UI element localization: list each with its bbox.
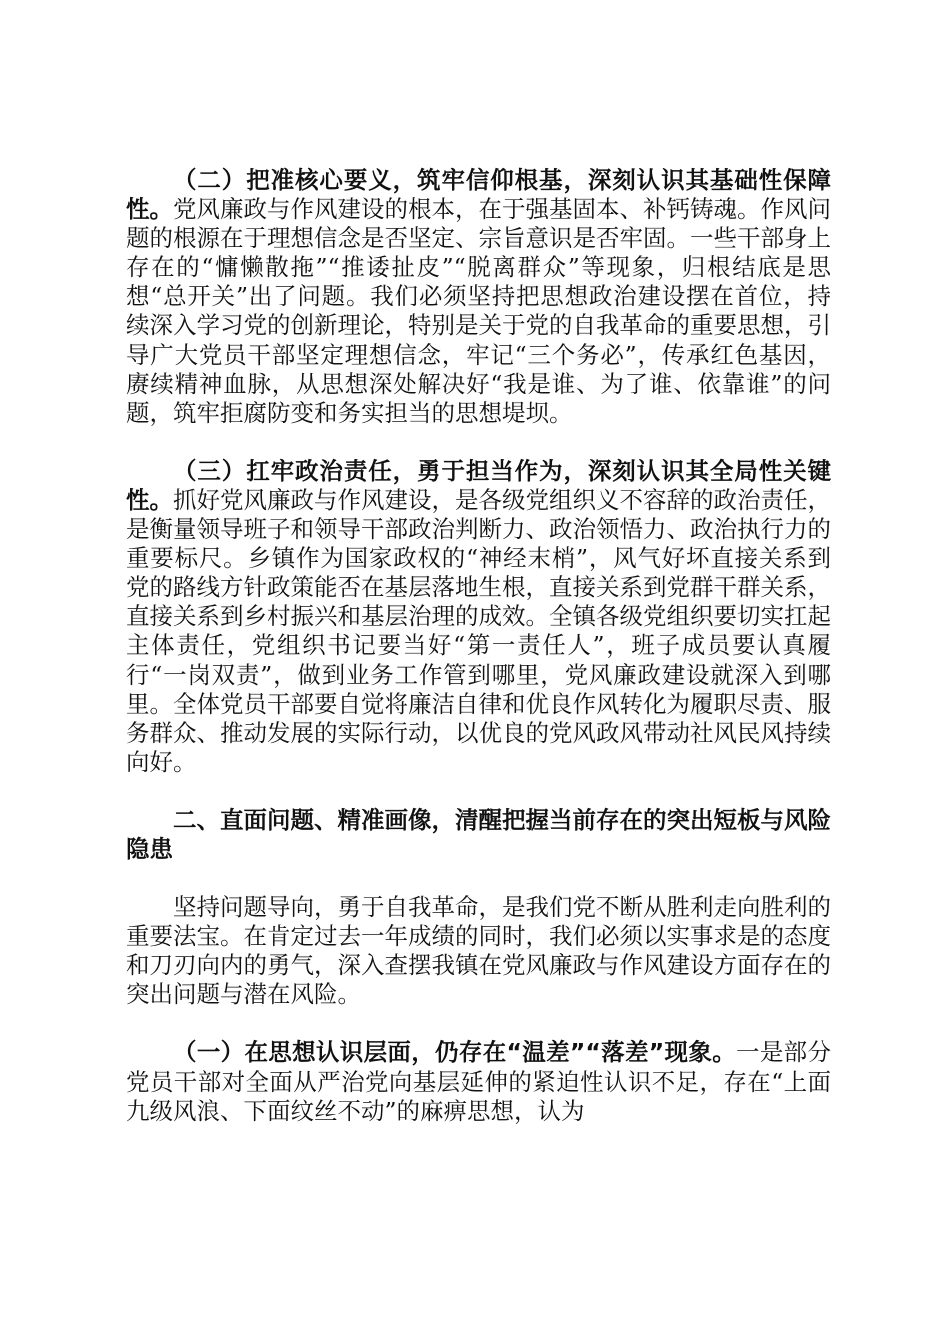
section-2-lead: （二）把准核心要义，筑牢信仰根基，深刻认识其基础性保障性。 (126, 166, 831, 224)
part-2-intro: 坚持问题导向，勇于自我革命，是我们党不断从胜利走向胜利的重要法宝。在肯定过去一年成绩的同时，我们必须以实事求是的态度和刀刃向内的勇气，深入查摆我镇在党风廉政与作风建设方面存在的突出问题与潜在风险。 (126, 893, 831, 1009)
section-3-body: 抓好党风廉政与作风建设，是各级党组织义不容辞的政治责任，是衡量领导班子和领导干部政治判断力、政治领悟力、政治执行力的重要标尺。乡镇作为国家政权的“神经末梢”，风气好坏直接关系到党的路线方针政策能否在基层落地生根，直接关系到党群干群关系，直接关系到乡村振兴和基层治理的成效。全镇各级党组织要切实扛起主体责任，党组织书记要当好“第一责任人”，班子成员要认真履行“一岗双责”，做到业务工作管到哪里，党风廉政建设就深入到哪里。全体党员干部要自觉将廉洁自律和优良作风转化为履职尽责、服务群众、推动发展的实际行动，以优良的党风政风带动社风民风持续向好。 (126, 485, 831, 776)
item-1-lead: （一）在思想认识层面，仍存在“温差”“落差”现象。 (173, 1038, 737, 1067)
paragraph-item-1 (126, 1038, 831, 1125)
document-body (126, 166, 831, 1155)
item-1-body: 一是部分党员干部对全面从严治党向基层延伸的紧迫性认识不足，存在“上面九级风浪、下面纹丝不动”的麻痹思想，认为 (126, 1038, 832, 1125)
part-2-heading: 二、直面问题、精准画像，清醒把握当前存在的突出短板与风险隐患 (126, 805, 831, 863)
section-2-body: 党风廉政与作风建设的根本，在于强基固本、补钙铸魂。作风问题的根源在于理想信念是否坚定、宗旨意识是否牢固。一些干部身上存在的“慵懒散拖”“推诿扯皮”“脱离群众”等现象，归根结底是思想“总开关”出了问题。我们必须坚持把思想政治建设摆在首位，持续深入学习党的创新理论，特别是关于党的自我革命的重要思想，引导广大党员干部坚定理想信念，牢记“三个务必”，传承红色基因，赓续精神血脉，从思想深处解决好“我是谁、为了谁、依靠谁”的问题，筑牢拒腐防变和务实担当的思想堤坝。 (126, 195, 831, 427)
section-3-lead: （三）扛牢政治责任，勇于担当作为，深刻认识其全局性关键性。 (126, 456, 831, 514)
paragraph-section-2 (126, 166, 831, 428)
paragraph-section-3 (126, 457, 831, 777)
